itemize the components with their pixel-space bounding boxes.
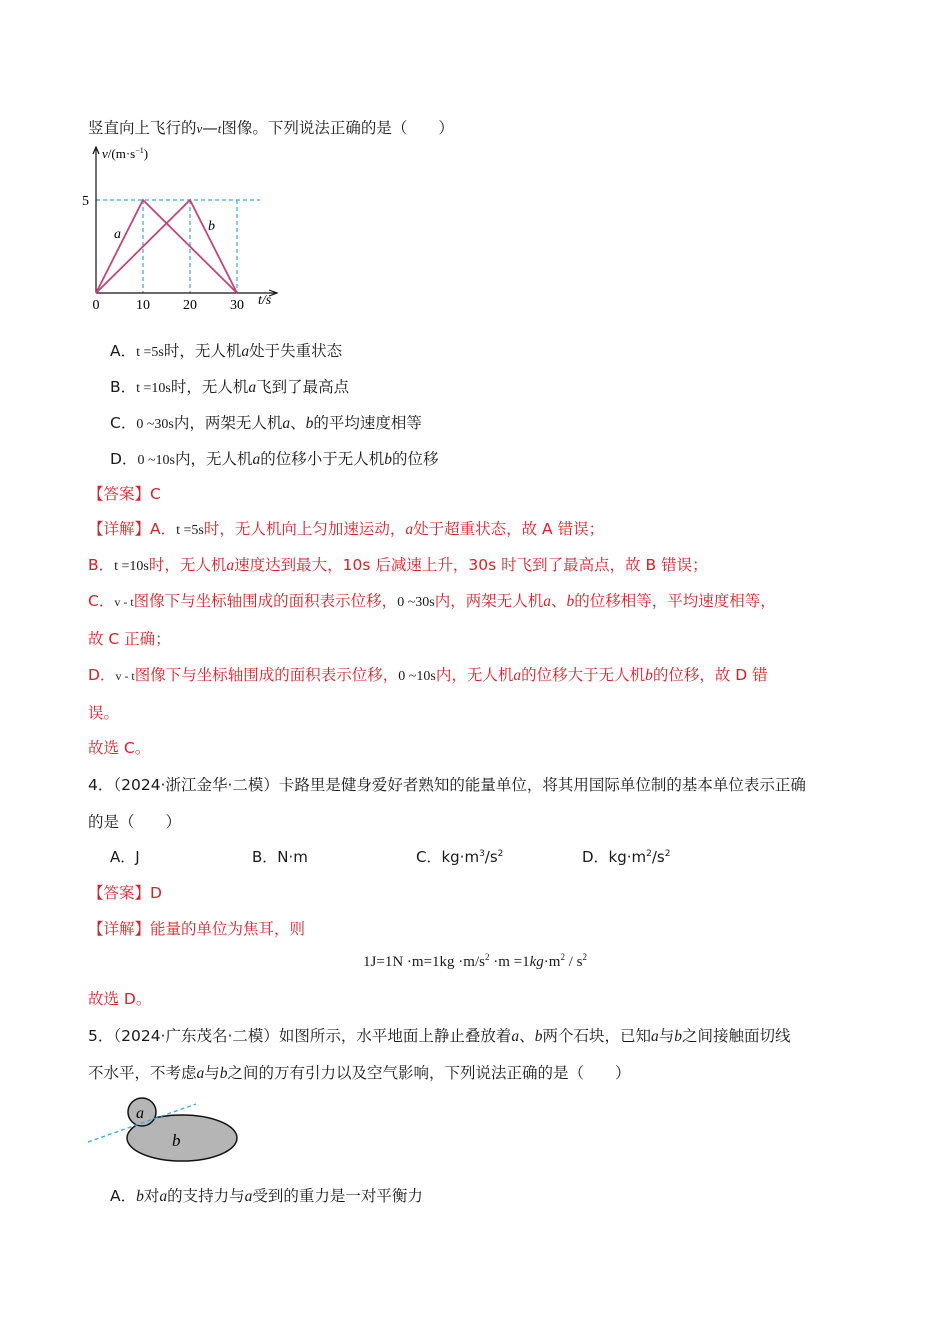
equation-part: 1J=1N ·m=1kg ·m/s (363, 954, 485, 970)
q5-stem-line1 (88, 1025, 790, 1048)
explain-text: 的位移，故 D 错 (652, 666, 768, 684)
y-tick-label: 5 (82, 194, 89, 209)
explain-text: 图像下与坐标轴围成的面积表示位移， (134, 666, 399, 684)
option-expr: t =10s (136, 381, 171, 396)
option-letter: C． (110, 414, 137, 432)
stem-var: b (219, 1065, 228, 1082)
explain-text: 时，无人机向上匀加速运动， (203, 520, 406, 538)
q3-stem-t: t (217, 121, 222, 136)
option-text: C．kg·m (416, 848, 480, 866)
option-text: 时，无人机 (170, 378, 249, 396)
option-var: a (244, 1188, 253, 1205)
q4-option-d[interactable] (582, 846, 670, 867)
explain-label: 【详解】 (88, 920, 151, 938)
vt-chart (80, 140, 290, 320)
q3-explain-d (88, 664, 768, 688)
answer-label: 【答案】 (88, 884, 151, 902)
q3-stem-text: 竖直向上飞行的 (88, 119, 197, 137)
chart-axes (93, 147, 277, 296)
explain-text: C． (88, 592, 115, 610)
q3-option-d[interactable] (110, 448, 439, 472)
option-expr: t =5s (136, 345, 164, 360)
y-axis-label: $v/(m\cdot s^{-1})$ (102, 146, 149, 161)
option-text: 对 (143, 1187, 160, 1205)
chart-ticks (82, 194, 244, 313)
equation-part: / s (564, 954, 583, 970)
stem-text: 、 (519, 1027, 535, 1045)
q3-explain-a (88, 518, 604, 542)
q3-stem (88, 117, 454, 140)
q4-stem-line2: 的是（ ） (88, 813, 182, 831)
q3-conclusion: 故选 C。 (88, 739, 151, 757)
series-label-a: a (114, 227, 121, 242)
explain-text: D． (88, 666, 116, 684)
explain-var: a (543, 593, 551, 610)
stem-var: a (511, 1028, 520, 1045)
option-text: 的位移 (392, 450, 439, 468)
option-text: 、 (290, 414, 306, 432)
explain-text: 速度达到最大，10s 后减速上升，30s 时飞到了最高点，故 B 错误； (234, 556, 708, 574)
series-line-a (96, 200, 237, 293)
option-text: 飞到了最高点 (256, 378, 350, 396)
option-text: 的平均速度相等 (313, 414, 422, 432)
option-var: b (305, 415, 314, 432)
explain-text: 图像下与坐标轴围成的面积表示位移， (133, 592, 398, 610)
series-label-b: b (208, 219, 215, 234)
explain-expr: 0 ~30s (397, 595, 435, 610)
x-tick-label: 30 (230, 298, 244, 313)
q4-stem-line1: 4．（2024·浙江金华·二模）卡路里是健身爱好者熟知的能量单位，将其用国际单位制的基本单位表示正确 (88, 776, 806, 794)
x-axis-label: t/s (258, 293, 272, 308)
option-var: b (384, 451, 392, 468)
q3-explain-c2: 故 C 正确； (88, 630, 171, 648)
explain-text: 处于超重状态，故 A 错误； (413, 520, 605, 538)
option-expr: 0 ~10s (137, 453, 175, 468)
option-exp: 2 (497, 849, 504, 859)
answer-value: D (150, 884, 162, 902)
q4-explain (88, 918, 305, 940)
explain-text: 、 (550, 592, 567, 610)
stem-text: 与 (204, 1064, 220, 1082)
stem-var: a (196, 1065, 205, 1082)
equation-exp: 2 (582, 952, 587, 962)
q5-stem-line2 (88, 1062, 631, 1085)
option-text: 时，无人机 (163, 342, 242, 360)
answer-value: C (150, 485, 161, 503)
explain-text: B． (88, 556, 115, 574)
chart-guides (96, 200, 260, 293)
explain-var: a (226, 557, 235, 574)
explain-text: A． (150, 520, 177, 538)
q3-explain-b (88, 554, 708, 578)
option-letter: D． (110, 450, 138, 468)
x-tick-label: 10 (136, 298, 150, 313)
option-letter: B． (110, 378, 137, 396)
explain-expr: 0 ~10s (398, 669, 436, 684)
stem-text: 5．（2024·广东茂名·二模）如图所示，水平地面上静止叠放着 (88, 1027, 512, 1045)
explain-var: b (566, 593, 575, 610)
q3-explain-d2: 误。 (88, 704, 120, 722)
option-expr: 0 ~30s (136, 417, 174, 432)
q3-option-c[interactable] (110, 412, 422, 436)
option-var: a (248, 379, 257, 396)
option-exp: 2 (646, 849, 652, 859)
option-text: 受到的重力是一对平衡力 (252, 1187, 423, 1205)
explain-text: 的位移大于无人机 (521, 666, 646, 684)
q4-answer (88, 882, 162, 904)
option-exp: 2 (664, 849, 671, 859)
explain-expr: t =10s (114, 559, 149, 574)
explain-text: 能量的单位为焦耳，则 (150, 920, 306, 938)
stem-text: 不水平，不考虑 (88, 1064, 197, 1082)
stem-text: 与 (658, 1027, 675, 1045)
stem-var: a (650, 1028, 659, 1045)
option-var: b (136, 1188, 144, 1205)
explain-text: 的位移相等，平均速度相等， (574, 592, 776, 610)
stone-b-label: b (172, 1131, 181, 1150)
series-line-b (96, 200, 237, 293)
stem-text: 两个石块，已知 (542, 1027, 651, 1045)
equation-exp: 2 (484, 952, 490, 962)
explain-text: 时，无人机 (148, 556, 227, 574)
option-var: a (252, 451, 261, 468)
option-var: a (282, 415, 291, 432)
answer-label: 【答案】 (88, 485, 151, 503)
q4-equation (0, 952, 950, 971)
option-text: 处于失重状态 (249, 342, 343, 360)
option-text: 的支持力与 (167, 1187, 245, 1205)
option-letter: A． (110, 1187, 137, 1205)
option-letter: A． (110, 342, 137, 360)
stones-figure (84, 1094, 244, 1166)
equation-part: ·m (543, 954, 561, 970)
explain-expr: t =5s (176, 523, 204, 538)
option-text: 内，无人机 (174, 450, 253, 468)
q4-option-b[interactable]: B．N·m (252, 848, 308, 866)
chart-series (96, 200, 237, 293)
explain-var: a (405, 521, 414, 538)
explain-var: b (645, 667, 653, 684)
q3-option-a[interactable] (110, 340, 342, 364)
option-text: 内，两架无人机 (173, 414, 283, 432)
q4-option-a[interactable]: A．J (110, 848, 140, 866)
option-text: D．kg·m (582, 848, 647, 866)
q4-conclusion: 故选 D。 (88, 990, 152, 1008)
explain-expr: v - t (114, 595, 134, 609)
explain-label: 【详解】 (88, 520, 151, 538)
q4-option-c[interactable] (416, 846, 503, 867)
x-tick-label: 0 (92, 298, 100, 313)
option-text: 的位移小于无人机 (260, 450, 385, 468)
q3-stem-v: v (196, 121, 203, 136)
explain-text: 内，两架无人机 (434, 592, 544, 610)
stem-text: 之间的万有引力以及空气影响，下列说法正确的是（ ） (227, 1064, 631, 1082)
explain-var: a (513, 667, 522, 684)
explain-expr: v - t (115, 669, 135, 683)
option-var: a (241, 343, 250, 360)
option-var: a (159, 1188, 168, 1205)
stem-var: b (674, 1028, 682, 1045)
q3-explain-c (88, 590, 776, 614)
q3-answer (88, 483, 161, 505)
equation-exp: 2 (560, 952, 565, 962)
q3-stem-post: 图像。下列说法正确的是（ ） (221, 119, 454, 137)
option-text: /s (484, 848, 498, 866)
option-text: /s (651, 848, 665, 866)
stone-a-label: a (136, 1105, 144, 1122)
q5-option-a[interactable] (110, 1185, 423, 1208)
equation-part: kg (529, 954, 544, 970)
q3-option-b[interactable] (110, 376, 349, 400)
option-exp: 3 (479, 849, 485, 859)
x-tick-label: 20 (183, 298, 197, 313)
q3-stem-dash: — (202, 119, 218, 137)
stem-text: 之间接触面切线 (681, 1027, 791, 1045)
explain-text: 内，无人机 (435, 666, 514, 684)
equation-part: ·m =1 (489, 954, 530, 970)
stem-var: b (534, 1028, 543, 1045)
